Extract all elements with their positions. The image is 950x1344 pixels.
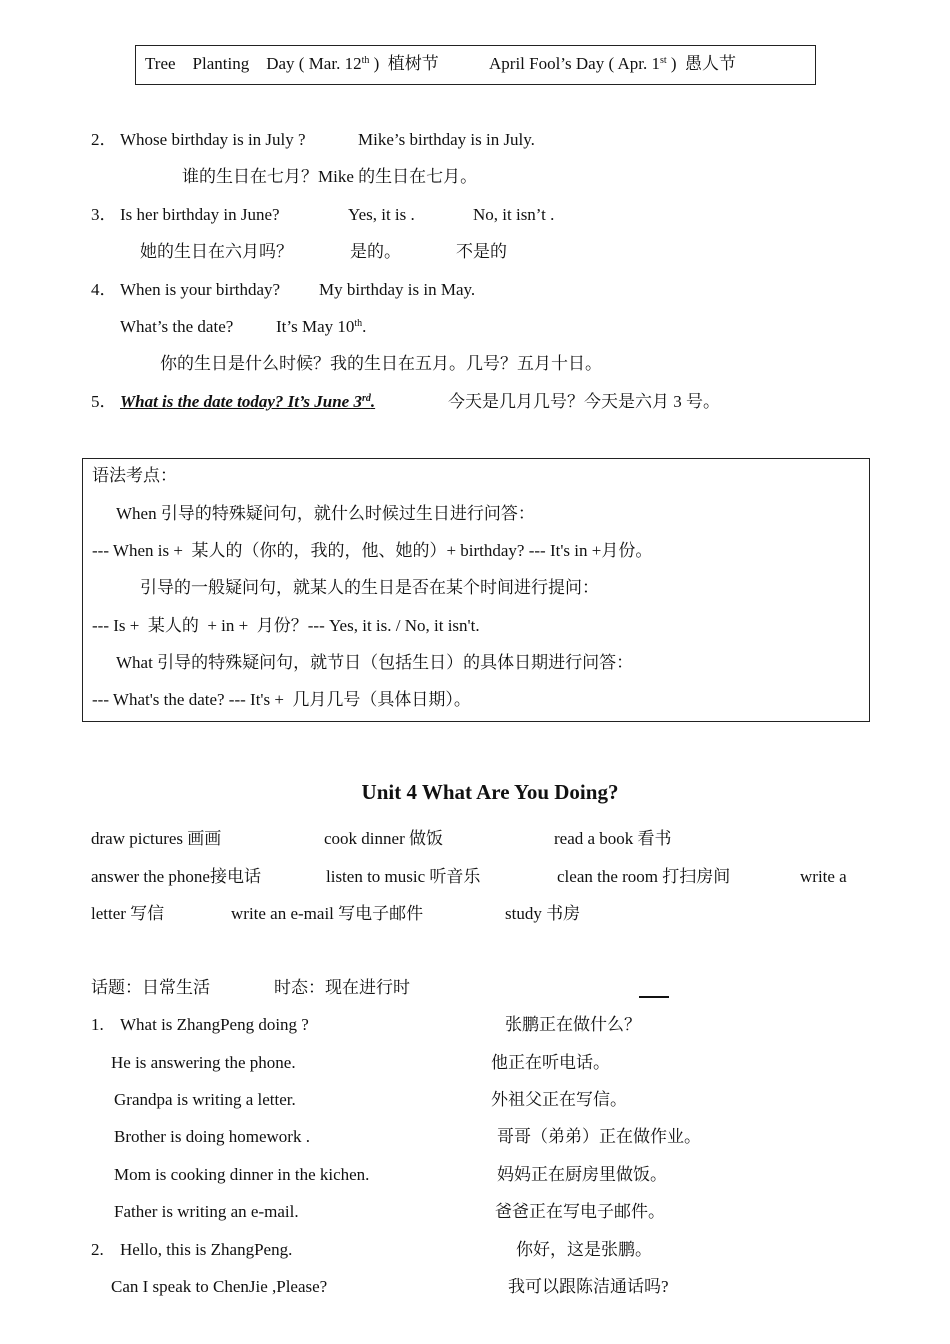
vocab-write-a: write a: [800, 867, 847, 886]
tense-label: 时态：现在进行时: [274, 978, 410, 997]
d2-line: Hello, this is ZhangPeng.: [120, 1240, 293, 1259]
d2-num: 2.: [91, 1240, 104, 1259]
s2-num: 2．: [91, 130, 117, 149]
s4-chinese: 你的生日是什么时候？我的生日在五月。几号？五月十日。: [160, 354, 602, 373]
s5-english-sup: rd: [361, 393, 371, 404]
s5-english-suffix: .: [370, 392, 376, 411]
s4-answer-2-sup: th: [354, 318, 363, 329]
vocab-answer-the-phone: answer the phone接电话: [91, 867, 261, 886]
vocab-write-an-email: write an e-mail 写电子邮件: [231, 904, 424, 923]
s5-english-text: What is the date today? It’s June 3: [120, 392, 362, 411]
d1-line-d: Mom is cooking dinner in the kichen.: [114, 1165, 370, 1184]
s4-question-2: What’s the date?: [120, 317, 234, 336]
fools-day-suffix: ) 愚人节: [666, 54, 737, 73]
s4-num: 4．: [91, 280, 117, 299]
s3-num: 3．: [91, 205, 117, 224]
d1-line-a: He is answering the phone.: [111, 1053, 296, 1072]
s5-chinese: 今天是几月几号？今天是六月 3 号。: [448, 392, 720, 411]
d1-question: What is ZhangPeng doing ?: [120, 1015, 309, 1034]
s4-answer-2-suffix: .: [362, 317, 367, 336]
s5-english: [120, 392, 375, 412]
s2-answer: Mike’s birthday is in July.: [358, 130, 535, 149]
grammar-line-6: --- What's the date? --- It's + 几月几号（具体日期）。: [92, 690, 471, 709]
tree-planting-day: [145, 54, 439, 74]
grammar-line-1: When 引导的特殊疑问句，就什么时候过生日进行问答：: [116, 504, 535, 523]
vocab-letter: letter 写信: [91, 904, 165, 923]
d1-line-b: Grandpa is writing a letter.: [114, 1090, 296, 1109]
vocab-clean-the-room: clean the room 打扫房间: [557, 867, 731, 886]
d1-line-b-zh: 外祖父正在写信。: [491, 1090, 627, 1109]
d1-line-e-zh: 爸爸正在写电子邮件。: [495, 1202, 665, 1221]
s4-answer: My birthday is in May.: [319, 280, 476, 299]
grammar-line-3: 引导的一般疑问句，就某人的生日是否在某个时间进行提问：: [140, 578, 599, 597]
grammar-heading: 语法考点：: [92, 466, 177, 485]
s2-chinese: 谁的生日在七月？Mike 的生日在七月。: [182, 167, 478, 186]
s4-answer-2-text: It’s May 10: [276, 317, 355, 336]
april-fools-day: [489, 54, 736, 74]
unit4-title: Unit 4 What Are You Doing?: [361, 780, 619, 804]
topic-label: 话题：日常生活: [91, 978, 210, 997]
fools-day-text: April Fool’s Day ( Apr. 1: [489, 54, 660, 73]
s3-yes: Yes, it is .: [348, 205, 415, 224]
s4-question: When is your birthday?: [120, 280, 281, 299]
d2-line-zh: 你好，这是张鹏。: [516, 1240, 652, 1259]
d2-line-a: Can I speak to ChenJie ,Please?: [111, 1277, 328, 1296]
vocab-draw-pictures: draw pictures 画画: [91, 829, 222, 848]
s5-num: 5．: [91, 392, 117, 411]
d1-line-a-zh: 他正在听电话。: [491, 1053, 610, 1072]
d1-line-c: Brother is doing homework .: [114, 1127, 310, 1146]
s3-chinese-no: 不是的: [456, 242, 507, 261]
d1-line-d-zh: 妈妈正在厨房里做饭。: [497, 1165, 667, 1184]
d1-num: 1.: [91, 1015, 104, 1034]
d1-line-c-zh: 哥哥（弟弟）正在做作业。: [497, 1127, 701, 1146]
grammar-line-5: What 引导的特殊疑问句，就节日（包括生日）的具体日期进行问答：: [116, 653, 634, 672]
d1-question-zh: 张鹏正在做什么？: [505, 1015, 641, 1034]
tree-day-suffix: ) 植树节: [369, 54, 439, 73]
d1-line-e: Father is writing an e-mail.: [114, 1202, 299, 1221]
s3-question: Is her birthday in June?: [120, 205, 280, 224]
s2-question: Whose birthday is in July ?: [120, 130, 306, 149]
grammar-line-4: --- Is + 某人的 + in + 月份？--- Yes, it is. / No, it isn't.: [92, 616, 480, 635]
d2-line-a-zh: 我可以跟陈洁通话吗?: [508, 1277, 669, 1296]
s3-chinese-q: 她的生日在六月吗？: [140, 242, 293, 261]
vocab-study: study 书房: [505, 904, 581, 923]
grammar-line-2: --- When is + 某人的（你的，我的，他、她的）+ birthday? --- It's in +月份。: [92, 541, 653, 560]
vocab-read-a-book: read a book 看书: [554, 829, 672, 848]
fools-day-sup: st: [659, 55, 667, 66]
vocab-cook-dinner: cook dinner 做饭: [324, 829, 443, 848]
short-rule: [639, 996, 669, 998]
s4-answer-2: [276, 317, 366, 337]
s3-chinese-yes: 是的。: [350, 242, 401, 261]
tree-day-sup: th: [361, 55, 370, 66]
s3-no: No, it isn’t .: [473, 205, 555, 224]
tree-day-text: Tree Planting Day ( Mar. 12: [145, 54, 362, 73]
vocab-listen-to-music: listen to music 听音乐: [326, 867, 481, 886]
